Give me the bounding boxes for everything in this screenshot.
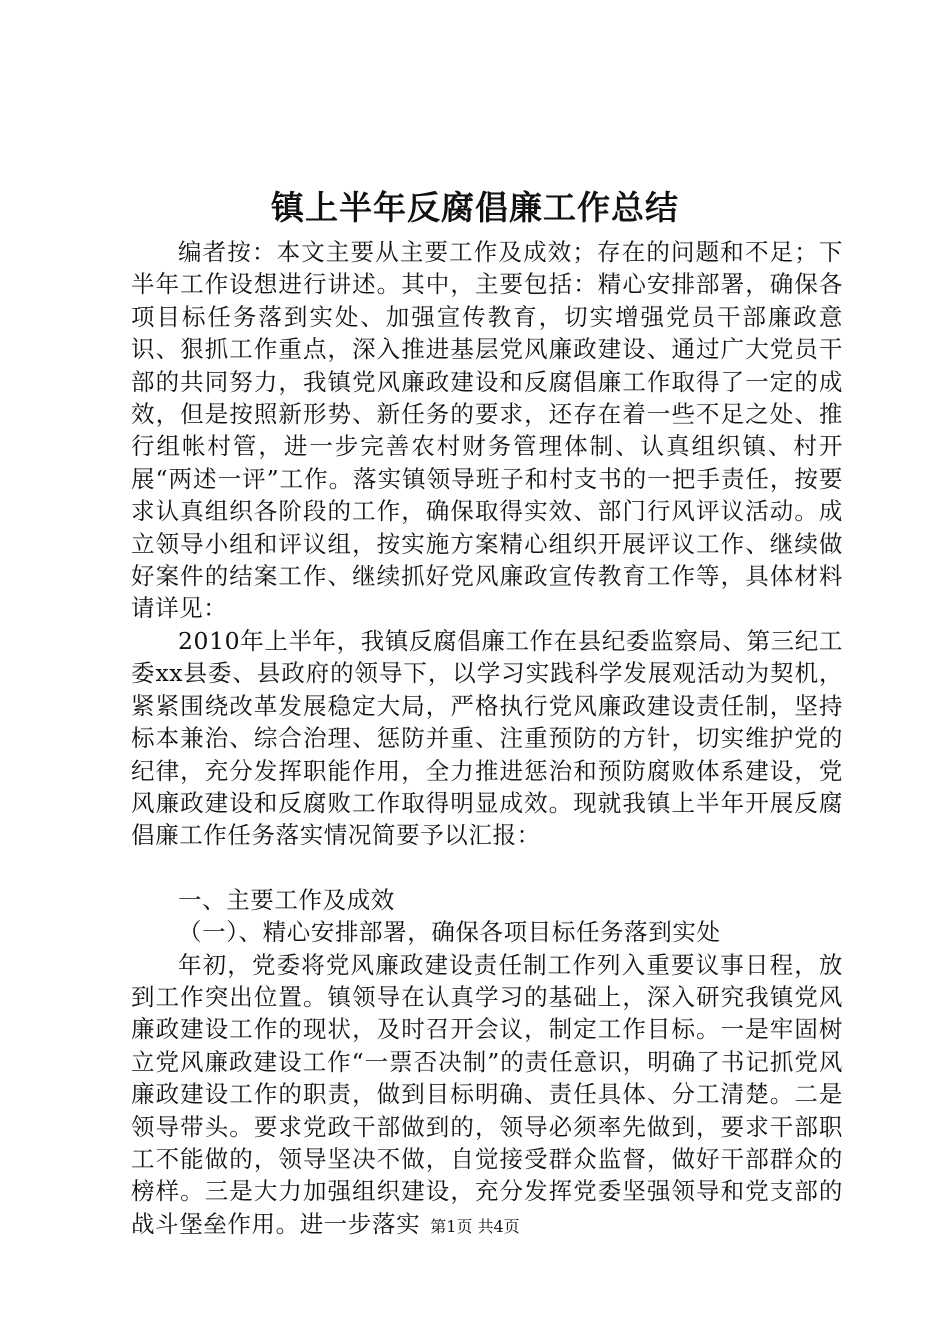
document-title: 镇上半年反腐倡廉工作总结 <box>271 188 679 227</box>
paragraph-spacer <box>131 852 843 884</box>
document-body <box>131 236 843 1240</box>
page-footer: 第1页 共4页 <box>430 1217 520 1236</box>
body-paragraph: 年初，党委将党风廉政建设责任制工作列入重要议事日程，放到工作突出位置。镇领导在认真学习的基础上，深入研究我镇党风廉政建设工作的现状，及时召开会议，制定工作目标。一是牢固树立党风廉政建设工作“一票否决制”的责任意识，明确了书记抓党风廉政建设工作的职责，做到目标明确、责任具体、分工清楚。二是领导带头。要求党政干部做到的，领导必须率先做到，要求干部职工不能做的，领导坚决不做，自觉接受群众监督，做好干部群众的榜样。三是大力加强组织建设，充分发挥党委坚强领导和党支部的战斗堡垒作用。进一步落实 <box>131 950 843 1238</box>
section-heading: 一、主要工作及成效 <box>178 885 395 914</box>
subsection-heading: （一）、精心安排部署，确保各项目标任务落到实处 <box>178 918 721 947</box>
intro-paragraph: 2010年上半年，我镇反腐倡廉工作在县纪委监察局、第三纪工委xx县委、县政府的领导下，以学习实践科学发展观活动为契机，紧紧围绕改革发展稳定大局，严格执行党风廉政建设责任制，坚持标本兼治、综合治理、惩防并重、注重预防的方针，切实维护党的纪律，充分发挥职能作用，全力推进惩治和预防腐败体系建设，党风廉政建设和反腐败工作取得明显成效。现就我镇上半年开展反腐倡廉工作任务落实情况简要予以汇报： <box>131 626 843 850</box>
editor-note-paragraph: 编者按：本文主要从主要工作及成效；存在的问题和不足；下半年工作设想进行讲述。其中，主要包括：精心安排部署，确保各项目标任务落到实处、加强宣传教育，切实增强党员干部廉政意识、狠抓工作重点，深入推进基层党风廉政建设、通过广大党员干部的共同努力，我镇党风廉政建设和反腐倡廉工作取得了一定的成效，但是按照新形势、新任务的要求，还存在着一些不足之处、推行组帐村管，进一步完善农村财务管理体制、认真组织镇、村开展“两述一评”工作。落实镇领导班子和村支书的一把手责任，按要求认真组织各阶段的工作，确保取得实效、部门行风评议活动。成立领导小组和评议组，按实施方案精心组织开展评议工作、继续做好案件的结案工作、继续抓好党风廉政宣传教育工作等，具体材料请详见： <box>131 238 843 623</box>
